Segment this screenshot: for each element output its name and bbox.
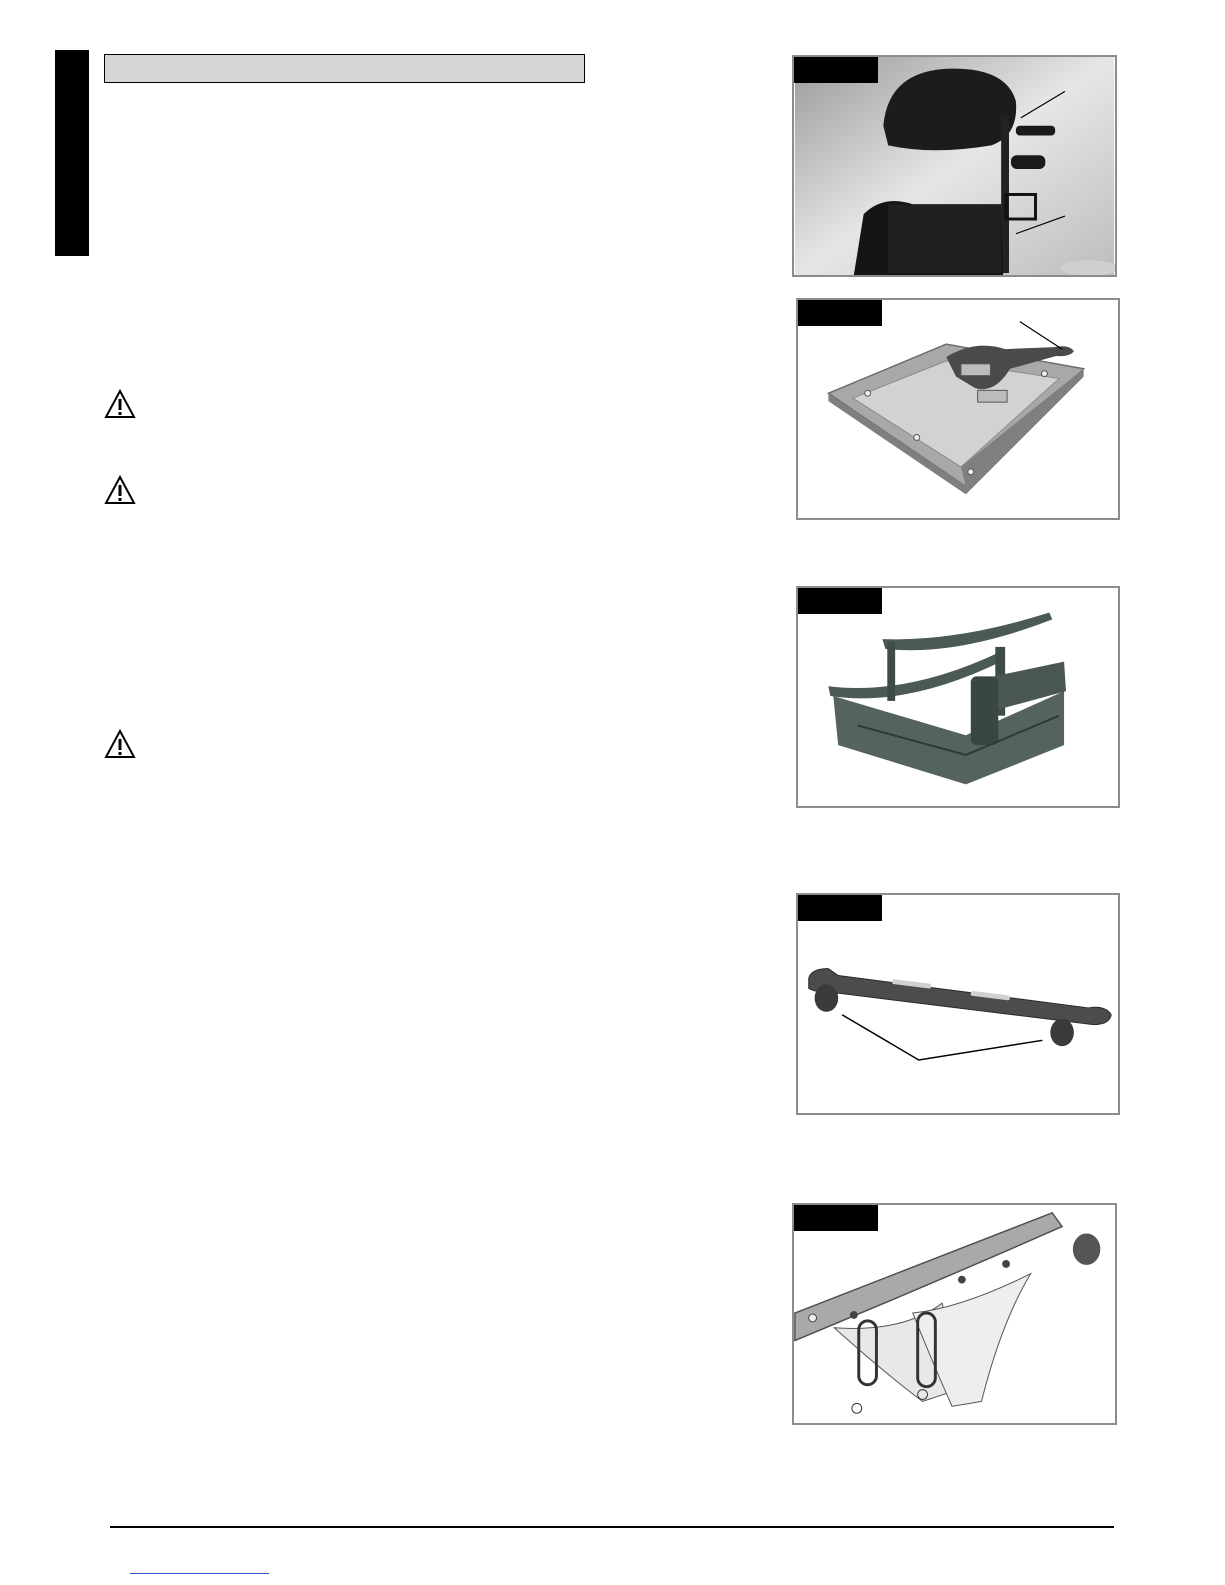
figure-seat-plate — [796, 298, 1120, 520]
section-header-bar — [104, 54, 585, 83]
figure-label-tab — [794, 57, 878, 83]
figure-label-tab — [798, 300, 882, 326]
figure-crossbar — [796, 893, 1120, 1115]
seat-plate-illustration — [798, 300, 1118, 518]
warning-triangle-icon — [104, 475, 136, 505]
figure-label-tab — [798, 588, 882, 614]
footer-divider — [110, 1526, 1114, 1528]
curved-rail-illustration — [794, 1205, 1115, 1423]
headrest-illustration — [794, 57, 1115, 275]
seat-frame-illustration — [798, 588, 1118, 806]
figure-label-tab — [798, 895, 882, 921]
figure-curved-rail — [792, 1203, 1117, 1425]
footer-link[interactable] — [130, 1573, 269, 1574]
figure-seat-frame — [796, 586, 1120, 808]
figure-label-tab — [794, 1205, 878, 1231]
crossbar-illustration — [798, 895, 1118, 1113]
chapter-side-tab — [55, 50, 89, 256]
warning-triangle-icon — [104, 389, 136, 419]
warning-triangle-icon — [104, 729, 136, 759]
figure-headrest-photo — [792, 55, 1117, 277]
